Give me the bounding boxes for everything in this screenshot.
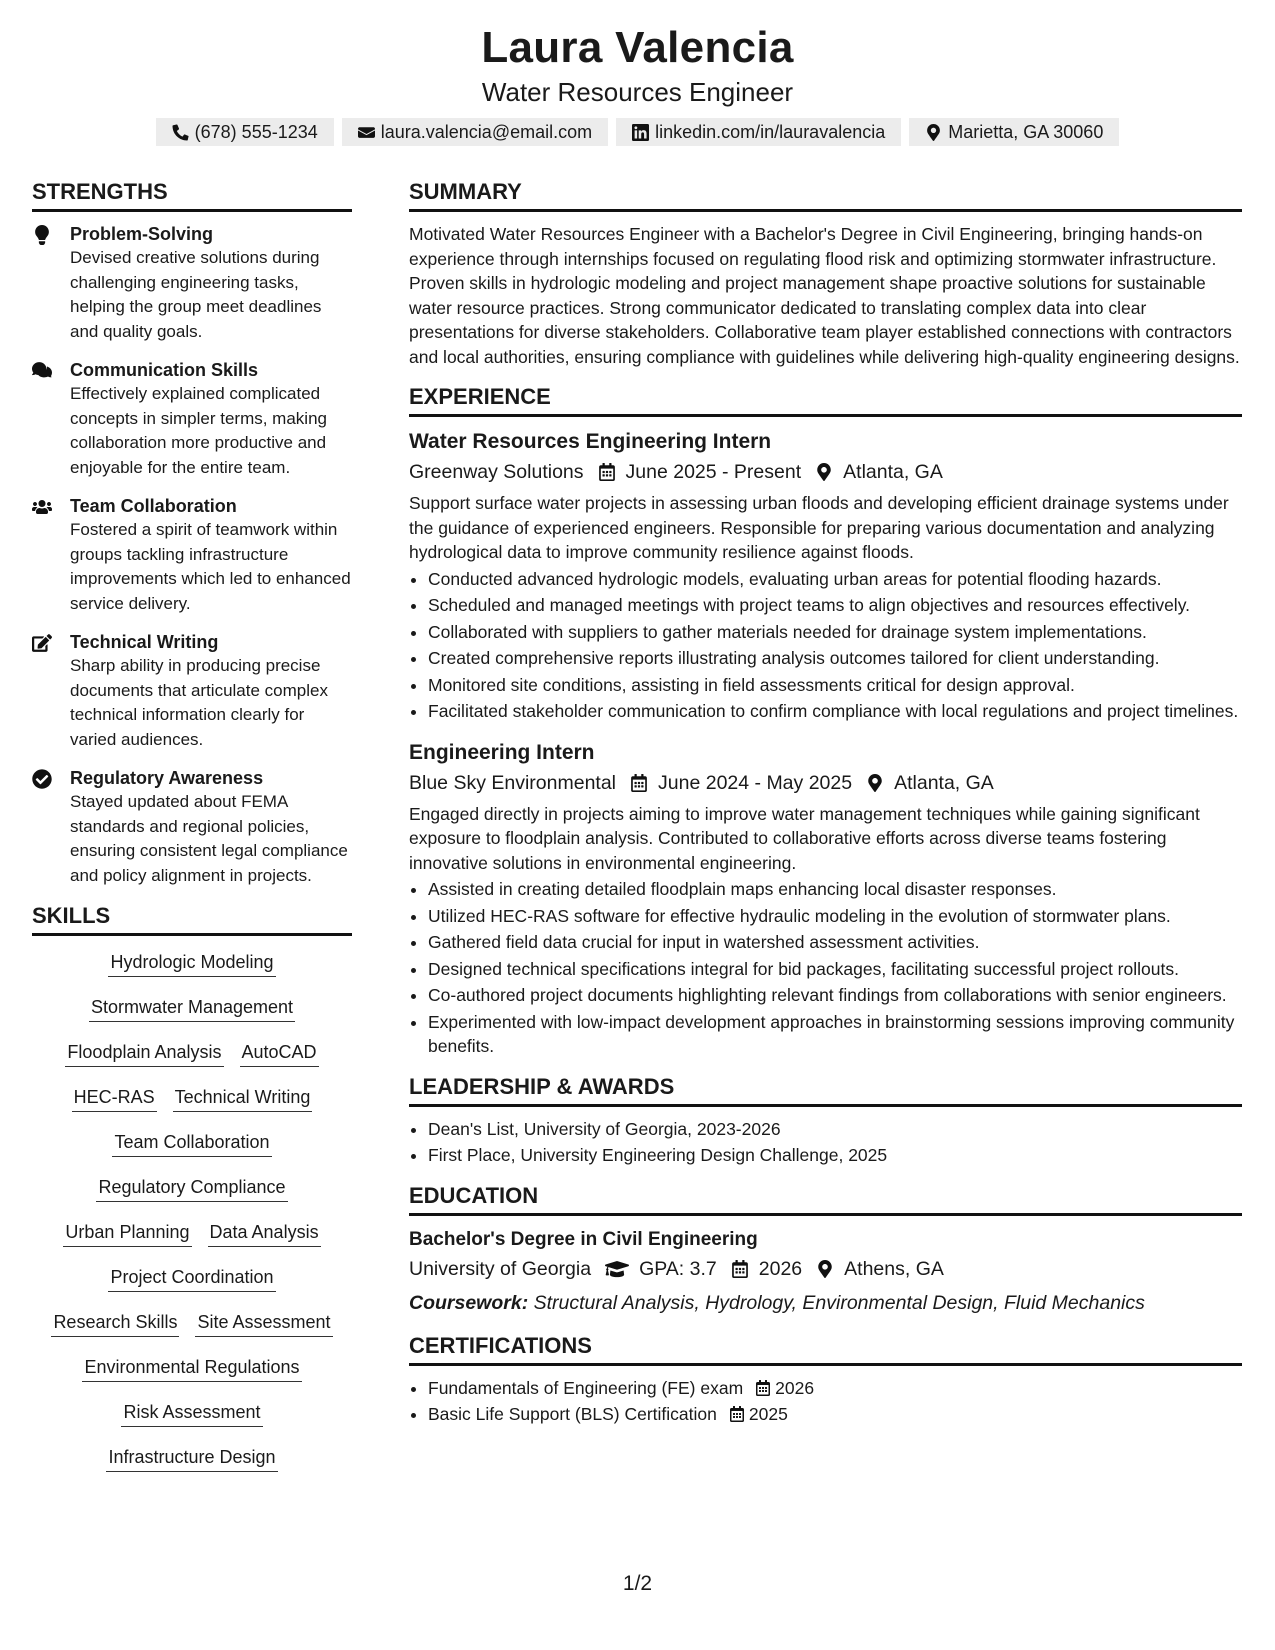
skill-row xyxy=(32,1310,352,1355)
skill-row xyxy=(32,1265,352,1310)
strength-item xyxy=(32,358,352,480)
strength-item xyxy=(32,630,352,752)
job-meta xyxy=(409,768,1242,798)
contact-linkedin[interactable] xyxy=(616,118,901,146)
skill-tag: Infrastructure Design xyxy=(106,1445,277,1472)
contact-email-text: laura.valencia@email.com xyxy=(380,121,593,142)
education-meta xyxy=(409,1254,1242,1284)
strength-item xyxy=(32,222,352,344)
job-location: Atlanta, GA xyxy=(894,771,994,794)
list-item xyxy=(428,1402,1242,1427)
skill-tag: Technical Writing xyxy=(173,1085,313,1112)
contact-phone[interactable] xyxy=(156,118,334,146)
leadership-heading: LEADERSHIP & AWARDS xyxy=(409,1073,1242,1107)
candidate-title: Water Resources Engineer xyxy=(481,77,794,107)
calendar-icon xyxy=(755,1380,771,1396)
skill-row xyxy=(32,1040,352,1085)
list-item: • Assisted in creating detailed floodplain maps enhancing local disaster responses. xyxy=(428,877,1242,902)
strength-title: Regulatory Awareness xyxy=(70,768,264,788)
skill-row xyxy=(32,1445,352,1490)
contact-linkedin-text: linkedin.com/in/lauravalencia xyxy=(655,121,886,142)
skill-tag: HEC-RAS xyxy=(72,1085,157,1112)
resume-header xyxy=(0,0,1275,146)
job-entry xyxy=(409,738,1242,1059)
experience-heading: EXPERIENCE xyxy=(409,383,1242,417)
skill-tag: Regulatory Compliance xyxy=(96,1175,287,1202)
list-item: • Utilized HEC-RAS software for effective hydraulic modeling in the evolution of stormwater plans. xyxy=(428,904,1242,929)
skill-tag: Team Collaboration xyxy=(112,1130,271,1157)
skill-tag: Environmental Regulations xyxy=(82,1355,301,1382)
strength-title: Team Collaboration xyxy=(70,496,237,516)
envelope-icon xyxy=(358,124,375,141)
contact-location-text: Marietta, GA 30060 xyxy=(948,121,1104,142)
list-item: • Designed technical specifications integral for bid packages, facilitating successful project rollouts. xyxy=(428,957,1242,982)
gpa: GPA: 3.7 xyxy=(639,1257,717,1280)
strength-title: Technical Writing xyxy=(70,632,219,652)
education-heading: EDUCATION xyxy=(409,1182,1242,1216)
skill-tag: Project Coordination xyxy=(108,1265,275,1292)
experience-section xyxy=(409,383,1242,1059)
strength-desc: Sharp ability in producing precise documents that articulate complex technical information clearly for varied audiences. xyxy=(70,656,328,749)
certification-name: • Fundamentals of Engineering (FE) exam xyxy=(428,1377,744,1398)
job-description: Engaged directly in projects aiming to improve water management techniques while gaining significant exposure to floodplain analysis. Contributed to collaborative efforts across diverse teams fostering innovative solutions in environmental engineering. xyxy=(409,803,1200,873)
coursework-label: Coursework: xyxy=(409,1291,529,1314)
calendar-icon xyxy=(598,463,616,481)
summary-section xyxy=(409,178,1242,369)
education-section xyxy=(409,1182,1242,1318)
graduation-cap-icon xyxy=(605,1259,629,1279)
contact-email[interactable] xyxy=(342,118,608,146)
list-item: • Scheduled and managed meetings with project teams to align objectives and resources effectively. xyxy=(428,593,1242,618)
list-item: • Collaborated with suppliers to gather materials needed for drainage system implementations. xyxy=(428,620,1242,645)
skills-list xyxy=(32,950,352,1490)
skill-row xyxy=(32,1085,352,1130)
certification-year: 2026 xyxy=(775,1377,815,1398)
lightbulb-icon xyxy=(32,225,52,245)
list-item: • Experimented with low-impact development approaches in brainstorming sessions improving community benefits. xyxy=(428,1010,1242,1059)
page-number: 1/2 xyxy=(622,1572,653,1595)
skill-row xyxy=(32,995,352,1040)
skill-tag: Site Assessment xyxy=(195,1310,332,1337)
skill-row xyxy=(32,1130,352,1175)
contact-location xyxy=(909,118,1119,146)
leadership-list xyxy=(409,1117,1242,1168)
map-pin-icon xyxy=(816,1260,834,1278)
summary-heading: SUMMARY xyxy=(409,178,1242,212)
strength-item xyxy=(32,494,352,616)
job-company: Greenway Solutions xyxy=(409,461,584,483)
strength-title: Problem-Solving xyxy=(70,224,214,244)
skill-tag: Stormwater Management xyxy=(89,995,295,1022)
list-item: • Conducted advanced hydrologic models, evaluating urban areas for potential flooding hazards. xyxy=(428,567,1242,592)
certifications-section xyxy=(409,1332,1242,1427)
school-location: Athens, GA xyxy=(844,1257,944,1280)
list-item: • Monitored site conditions, assisting in field assessments critical for design approval. xyxy=(428,673,1242,698)
contact-phone-text: (678) 555-1234 xyxy=(194,121,318,142)
job-location: Atlanta, GA xyxy=(843,461,943,483)
calendar-icon xyxy=(729,1406,745,1422)
job-meta xyxy=(409,457,1242,487)
coursework-list: Structural Analysis, Hydrology, Environmental Design, Fluid Mechanics xyxy=(533,1291,1145,1314)
job-dates: June 2025 - Present xyxy=(625,461,802,483)
certifications-list xyxy=(409,1376,1242,1427)
strength-desc: Fostered a spirit of teamwork within groups tackling infrastructure improvements which led to enhanced service delivery. xyxy=(70,520,351,613)
list-item xyxy=(428,1376,1242,1401)
map-pin-icon xyxy=(815,463,833,481)
graduation-year: 2026 xyxy=(758,1257,803,1280)
skill-tag: AutoCAD xyxy=(240,1040,319,1067)
map-pin-icon xyxy=(866,774,884,792)
skill-row xyxy=(32,1175,352,1220)
left-column xyxy=(32,178,352,1490)
job-bullets xyxy=(409,877,1242,1059)
calendar-icon xyxy=(731,1260,749,1278)
candidate-name: Laura Valencia xyxy=(481,23,794,72)
strength-desc: Effectively explained complicated concepts in simpler terms, making collaboration more productive and enjoyable for the entire team. xyxy=(70,384,327,477)
strength-desc: Stayed updated about FEMA standards and regional policies, ensuring consistent legal compliance and policy alignment in projects. xyxy=(70,792,348,885)
skill-row xyxy=(32,1355,352,1400)
list-item: • Co-authored project documents highlighting relevant findings from collaborations with senior engineers. xyxy=(428,983,1242,1008)
contact-bar xyxy=(0,118,1275,146)
list-item: • Created comprehensive reports illustrating analysis outcomes tailored for client understanding. xyxy=(428,646,1242,671)
linkedin-icon xyxy=(632,124,649,141)
job-dates: June 2024 - May 2025 xyxy=(658,771,853,794)
certification-name: • Basic Life Support (BLS) Certification xyxy=(428,1404,717,1424)
edit-icon xyxy=(32,633,52,653)
skill-tag: Data Analysis xyxy=(208,1220,321,1247)
skill-row xyxy=(32,1220,352,1265)
list-item: • First Place, University Engineering Design Challenge, 2025 xyxy=(428,1143,1242,1168)
job-entry xyxy=(409,427,1242,724)
degree-title: Bachelor's Degree in Civil Engineering xyxy=(409,1228,758,1250)
skill-row xyxy=(32,1400,352,1445)
skill-tag: Floodplain Analysis xyxy=(65,1040,223,1067)
check-circle-icon xyxy=(32,769,52,789)
list-item: • Gathered field data crucial for input in watershed assessment activities. xyxy=(428,930,1242,955)
users-icon xyxy=(32,497,52,517)
strengths-heading: STRENGTHS xyxy=(32,178,352,212)
map-pin-icon xyxy=(925,124,942,141)
leadership-section xyxy=(409,1073,1242,1168)
certification-year: 2025 xyxy=(748,1404,788,1424)
calendar-icon xyxy=(630,774,648,792)
coursework xyxy=(409,1288,1242,1318)
skill-tag: Hydrologic Modeling xyxy=(108,950,275,977)
phone-icon xyxy=(172,124,189,141)
certifications-heading: CERTIFICATIONS xyxy=(409,1332,1242,1366)
job-description: Support surface water projects in assessing urban floods and developing efficient drainage systems under the guidance of experienced engineers. Responsible for preparing various documentation and analyzing hydrological data to improve community resilience against floods. xyxy=(409,493,1229,562)
strength-desc: Devised creative solutions during challenging engineering tasks, helping the group meet deadlines and quality goals. xyxy=(70,248,322,341)
summary-text: Motivated Water Resources Engineer with a Bachelor's Degree in Civil Engineering, bringing hands-on experience through internships focused on regulating flood risk and optimizing stormwater infrastructure. Proven skills in hydrologic modeling and project management shape proactive solutions for sustainable water resource practices. Strong communicator dedicated to translating complex data into clear presentations for diverse stakeholders. Collaborative team player established connections with contractors and local authorities, ensuring compliance with guidelines while delivering high-quality engineering designs. xyxy=(409,224,1240,367)
right-column xyxy=(409,178,1242,1441)
strength-title: Communication Skills xyxy=(70,360,259,380)
job-title: Engineering Intern xyxy=(409,740,595,764)
skill-tag: Risk Assessment xyxy=(121,1400,262,1427)
skill-tag: Research Skills xyxy=(51,1310,179,1337)
strength-item xyxy=(32,766,352,888)
list-item: • Dean's List, University of Georgia, 2023-2026 xyxy=(428,1117,1242,1142)
job-bullets xyxy=(409,567,1242,724)
comments-icon xyxy=(32,361,52,381)
skills-heading: SKILLS xyxy=(32,902,352,936)
job-title: Water Resources Engineering Intern xyxy=(409,430,772,453)
skill-tag: Urban Planning xyxy=(63,1220,191,1247)
job-company: Blue Sky Environmental xyxy=(409,771,617,794)
skill-row xyxy=(32,950,352,995)
list-item: • Facilitated stakeholder communication to confirm compliance with local regulations and project timelines. xyxy=(428,699,1242,724)
school-name: University of Georgia xyxy=(409,1257,592,1280)
